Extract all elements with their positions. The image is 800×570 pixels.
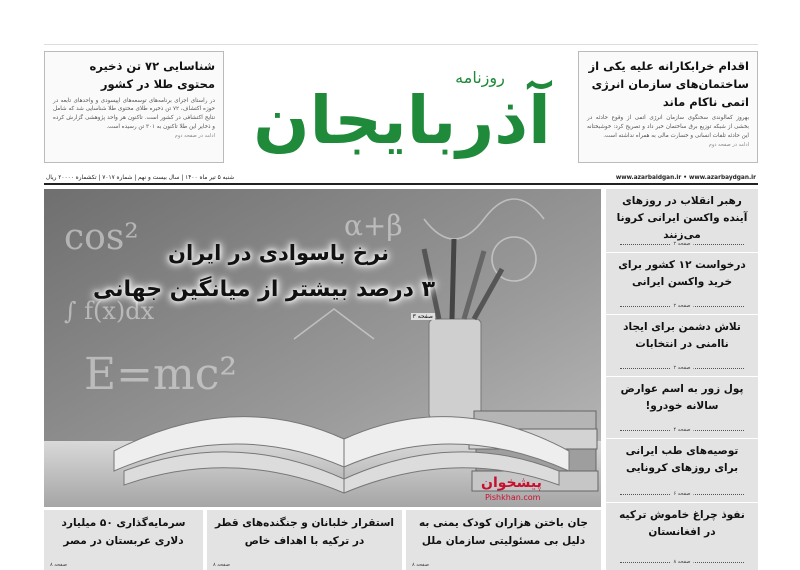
issue-info-strip bbox=[44, 173, 758, 185]
right-header-story[interactable] bbox=[578, 51, 758, 163]
bottom-story-3-ref: صفحه ۸ bbox=[50, 562, 67, 568]
bottom-story-3[interactable] bbox=[44, 510, 203, 570]
news-item-6-rule bbox=[620, 559, 744, 565]
news-item-5-title: توصیه‌های طب ایرانی برای روزهای کرونایی bbox=[625, 445, 739, 474]
issue-details: شنبه ۵ تیر ماه ۱۴۰۰ | سال بیست و نهم | شماره ۷۰۱۷ | تکشماره ۲۰۰۰۰ ریال bbox=[46, 175, 235, 181]
bottom-story-1[interactable] bbox=[406, 510, 601, 570]
bottom-story-2-ref: صفحه ۸ bbox=[213, 562, 230, 568]
masthead-logo bbox=[244, 47, 558, 169]
pishkhan-watermark: پیشخوان bbox=[481, 475, 542, 491]
news-item-3-rule bbox=[620, 365, 744, 371]
bottom-story-3-title: سرمایه‌گذاری ۵۰ میلیارد دلاری عربستان در مصر bbox=[61, 517, 186, 547]
svg-text:cos²: cos² bbox=[64, 217, 139, 258]
news-item-3[interactable] bbox=[606, 315, 758, 377]
hero-headline-line1: نرخ باسوادی در ایران bbox=[168, 241, 389, 265]
hero-photo-chalkboard-books bbox=[44, 189, 601, 507]
news-item-2[interactable] bbox=[606, 253, 758, 315]
news-item-2-rule bbox=[620, 303, 744, 309]
right-header-body: بهروز کمالوندی سخنگوی سازمان انرژی اتمی از وقوع حادثه در بخشی از شبکه توزیع برق ساختمان خبر داد و تصریح کرد: خوشبختانه این حادثه تلفات انسانی و خسارت مالی به همراه نداشته است. bbox=[587, 115, 749, 139]
news-item-2-ref: صفحه ۲ bbox=[671, 303, 694, 309]
news-item-6[interactable] bbox=[606, 503, 758, 570]
news-item-1[interactable] bbox=[606, 189, 758, 253]
svg-text:∫ f(x)dx: ∫ f(x)dx bbox=[64, 297, 155, 325]
bottom-story-1-title: جان باختن هزاران کودک یمنی به دلیل بی مسئولیتی سازمان ملل bbox=[419, 517, 588, 547]
right-news-column bbox=[606, 189, 758, 570]
news-item-3-ref: صفحه ۲ bbox=[671, 365, 694, 371]
news-item-4-title: پول زور به اسم عوارض سالانه خودرو! bbox=[620, 383, 744, 412]
news-item-1-ref: صفحه ۲ bbox=[671, 241, 694, 247]
svg-text:α+β: α+β bbox=[344, 209, 403, 242]
news-item-5[interactable] bbox=[606, 439, 758, 503]
news-item-1-title: رهبر انقلاب در روزهای آینده واکسن ایرانی کرونا می‌زنند bbox=[616, 195, 748, 241]
left-header-headline: شناسایی ۷۲ تن ذخیره محتوی طلا در کشور bbox=[89, 59, 215, 91]
masthead-logo-art bbox=[244, 47, 558, 169]
right-header-ref: ادامه در صفحه دوم bbox=[708, 142, 749, 149]
bottom-story-2-title: استقرار خلبانان و جنگنده‌های قطر در ترکیه با اهداف خاص bbox=[214, 517, 394, 547]
masthead-name: آذربایجان bbox=[253, 82, 551, 159]
news-item-4-ref: صفحه ۴ bbox=[671, 427, 694, 433]
masthead-small: روزنامه bbox=[455, 68, 505, 87]
website-links[interactable]: www.azarbaidgan.ir • www.azarbaydgan.ir bbox=[615, 175, 756, 181]
news-item-6-title: نفوذ چراغ خاموش ترکیه در افغانستان bbox=[619, 509, 745, 538]
left-header-story[interactable] bbox=[44, 51, 224, 163]
hero-headline-line2: ۳ درصد بیشتر از میانگین جهانی bbox=[92, 277, 435, 302]
left-header-body: در راستای اجرای برنامه‌های توسعه‌های اپیسودی و واحدهای تابعه در حوزه اکتشاف، ۷۲ تن ذخیره طلای محتوی طلا شناسایی شد که شامل نتایج اکتشافی در کشور است. تاکنون هر واحد پژوهشی گزارش کرده و ذخایر این طلا تاکنون به ۳۰۱ تن رسیده است. bbox=[53, 97, 215, 130]
news-item-1-rule bbox=[620, 241, 744, 247]
news-item-6-ref: صفحه ۸ bbox=[671, 559, 694, 565]
left-header-ref: ادامه در صفحه دوم bbox=[174, 133, 215, 140]
bottom-story-1-ref: صفحه ۸ bbox=[412, 562, 429, 568]
news-item-3-title: تلاش دشمن برای ایجاد ناامنی در انتخابات bbox=[623, 321, 741, 350]
hero-page-ref: صفحه ۳ bbox=[412, 313, 433, 320]
newspaper-front-page bbox=[44, 44, 758, 570]
pishkhan-url: Pishkhan.com bbox=[485, 493, 541, 502]
bottom-story-2[interactable] bbox=[207, 510, 402, 570]
news-item-4[interactable] bbox=[606, 377, 758, 439]
svg-text:E=mc²: E=mc² bbox=[84, 349, 237, 400]
news-item-5-ref: صفحه ۶ bbox=[671, 491, 694, 497]
news-item-5-rule bbox=[620, 491, 744, 497]
news-item-4-rule bbox=[620, 427, 744, 433]
news-item-2-title: درخواست ۱۲ کشور برای خرید واکسن ایرانی bbox=[618, 259, 746, 288]
right-header-headline: اقدام خرابکارانه علیه یکی از ساختمان‌های سازمان انرژی اتمی ناکام ماند bbox=[588, 59, 749, 109]
hero-story[interactable] bbox=[44, 189, 601, 507]
